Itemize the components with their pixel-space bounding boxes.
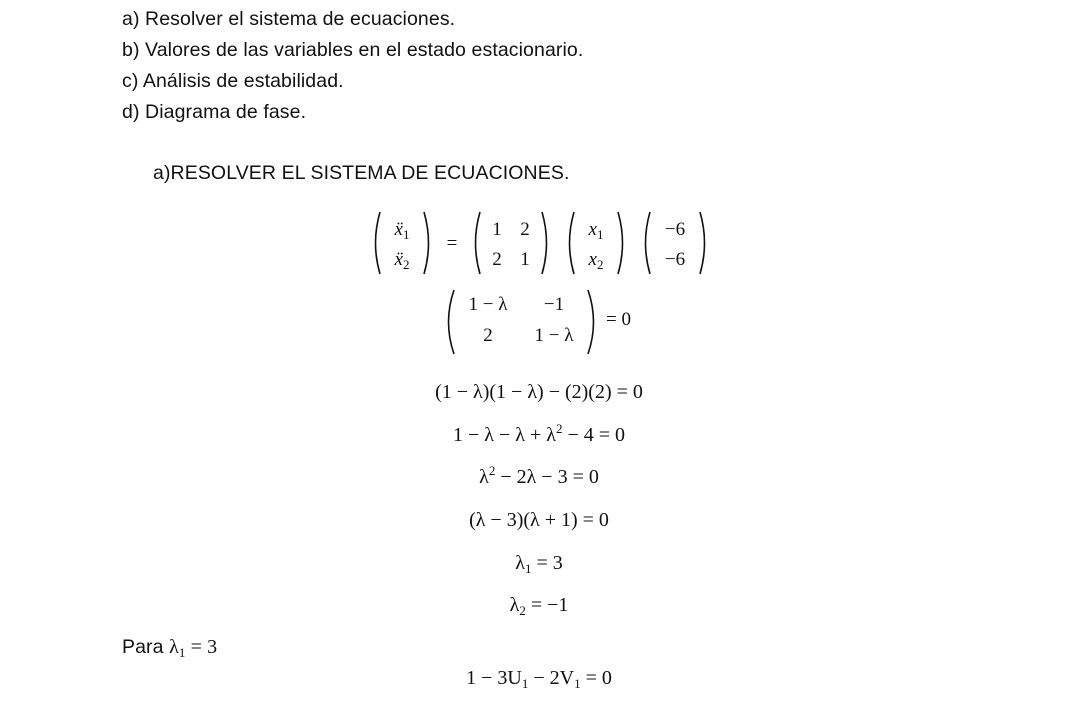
equation-1: (1 − λ)(1 − λ) − (2)(2) = 0 xyxy=(435,381,643,403)
equation-2 xyxy=(0,421,1078,447)
matrix-a-22: 1 xyxy=(520,249,530,270)
x-symbol-1: x xyxy=(588,219,597,240)
char-cell-22: 1 − λ xyxy=(534,325,574,346)
equation-3 xyxy=(0,463,1078,489)
eq3-exponent: 2 xyxy=(488,463,496,478)
x-cell-2 xyxy=(580,249,612,271)
left-paren xyxy=(564,210,576,276)
eq5-lambda: λ xyxy=(515,552,525,574)
char-cell-21: 2 xyxy=(483,325,493,346)
x-subscript-1: 1 xyxy=(596,227,604,242)
lhs-subscript-2: 2 xyxy=(402,257,410,272)
matrix-a-12: 2 xyxy=(520,219,530,240)
x-cell-1 xyxy=(580,219,612,241)
eq2-part-a: 1 − λ − λ + λ xyxy=(453,424,556,446)
equation-4: (λ − 3)(λ + 1) = 0 xyxy=(469,509,609,531)
right-paren xyxy=(698,210,710,276)
eq3-part-b: − 2λ − 3 = 0 xyxy=(495,466,599,488)
right-paren xyxy=(540,210,552,276)
lhs-subscript-1: 1 xyxy=(402,227,410,242)
left-paren xyxy=(442,288,456,356)
equation-5 xyxy=(0,552,1078,575)
right-paren xyxy=(586,288,600,356)
eq3-part-a: λ xyxy=(479,466,489,488)
b-cell-2: −6 xyxy=(664,249,686,270)
para-value: = 3 xyxy=(185,636,218,658)
para-subscript: 1 xyxy=(178,645,186,660)
list-item-c: c) Análisis de estabilidad. xyxy=(122,70,344,92)
b-cell-1: −6 xyxy=(664,219,686,240)
matrix-a-21: 2 xyxy=(492,249,502,270)
para-math xyxy=(169,636,217,658)
list-item-d: d) Diagrama de fase. xyxy=(122,101,307,123)
left-paren xyxy=(640,210,652,276)
right-paren xyxy=(422,210,434,276)
eq5-value: = 3 xyxy=(531,552,563,574)
eq7-subscript-1: 1 xyxy=(521,676,529,691)
right-paren xyxy=(616,210,628,276)
eq2-exponent: 2 xyxy=(555,421,563,436)
list-item-a: a) Resolver el sistema de ecuaciones. xyxy=(122,8,456,30)
list-item-b: b) Valores de las variables en el estado estacionario. xyxy=(122,39,584,61)
char-rhs: = 0 xyxy=(606,309,631,330)
lhs-cell-1 xyxy=(386,219,418,241)
equation-7 xyxy=(0,667,1078,690)
eq7-subscript-2: 1 xyxy=(574,676,581,691)
equals-sign: = xyxy=(446,233,458,254)
para-lambda: λ xyxy=(169,636,179,658)
x-symbol-2: x xyxy=(588,249,597,270)
eq6-subscript: 2 xyxy=(519,603,526,618)
equation-6 xyxy=(0,594,1078,617)
eq5-subscript: 1 xyxy=(524,561,532,576)
section-heading: a)RESOLVER EL SISTEMA DE ECUACIONES. xyxy=(153,162,570,184)
left-paren xyxy=(370,210,382,276)
eq6-value: = −1 xyxy=(525,594,569,616)
eq7-part-c: = 0 xyxy=(580,667,612,689)
matrix-a-11: 1 xyxy=(492,219,502,240)
para-label: Para xyxy=(122,636,170,658)
lhs-cell-2 xyxy=(386,249,418,271)
para-line xyxy=(122,636,217,659)
eq7-part-b: − 2V xyxy=(528,667,575,689)
eq2-part-b: − 4 = 0 xyxy=(562,424,625,446)
eq6-lambda: λ xyxy=(509,594,520,616)
x-subscript-2: 2 xyxy=(596,257,604,272)
left-paren xyxy=(470,210,482,276)
eq7-part-a: 1 − 3U xyxy=(466,667,522,689)
lhs-symbol-2: ẍ xyxy=(394,249,403,270)
char-cell-12: −1 xyxy=(543,294,565,315)
char-cell-11: 1 − λ xyxy=(468,294,508,315)
lhs-symbol-1: ẍ xyxy=(394,219,403,240)
